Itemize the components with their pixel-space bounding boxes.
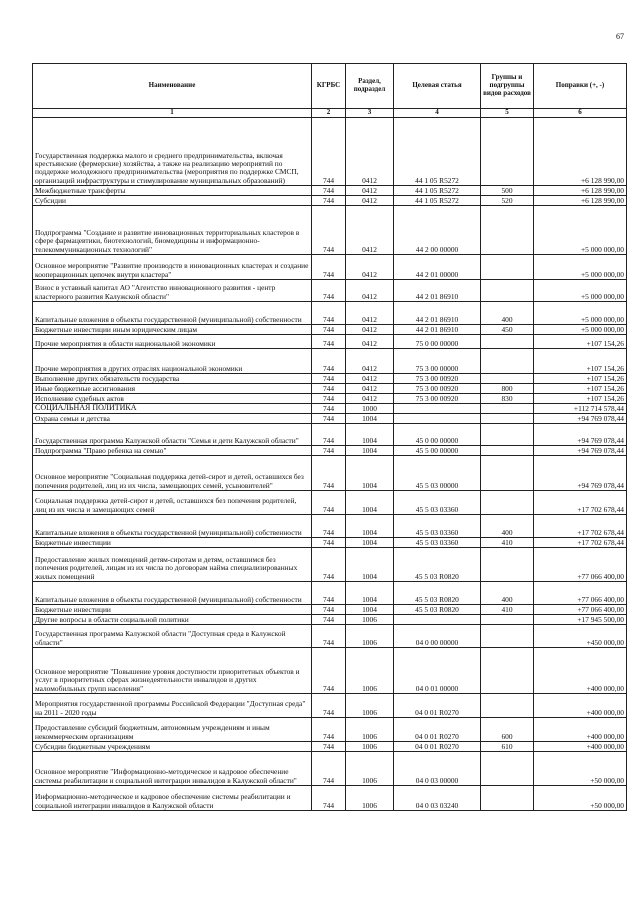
cell-name: Взнос в уставный капитал АО "Агентство инновационного развития - центр кластерного развития Калужской области" — [33, 279, 312, 301]
cell-name: Другие вопросы в области социальной политики — [33, 614, 312, 624]
cell-group: 520 — [481, 195, 534, 205]
table-row — [33, 423, 627, 445]
header-kgrbs: КГРБС — [312, 64, 346, 109]
cell-group — [481, 614, 534, 624]
cell-amount: +5 000 000,00 — [534, 324, 627, 334]
cell-kgrbs: 744 — [312, 717, 346, 741]
cell-target: 75 3 00 00920 — [394, 373, 481, 383]
cell-name: Основное мероприятие "Развитие производств в инновационных кластерах и создание кооперационных цепочек внутри кластера" — [33, 254, 312, 279]
cell-section: 1004 — [346, 455, 394, 490]
cell-section: 0412 — [346, 205, 394, 254]
cell-amount: +450 000,00 — [534, 624, 627, 647]
cell-group — [481, 254, 534, 279]
cell-section: 1004 — [346, 581, 394, 604]
table-row — [33, 537, 627, 547]
column-number-row — [33, 109, 627, 118]
table-row — [33, 254, 627, 279]
cell-group: 500 — [481, 185, 534, 195]
table-row — [33, 324, 627, 334]
cell-amount: +107 154,26 — [534, 373, 627, 383]
cell-kgrbs: 744 — [312, 393, 346, 403]
table-row — [33, 205, 627, 254]
cell-name: Бюджетные инвестиции — [33, 537, 312, 547]
cell-name: Основное мероприятие "Информационно-методическое и кадровое обеспечение системы реабилитации и социальной интеграции инвалидов в Калужской области" — [33, 751, 312, 785]
cell-amount: +400 000,00 — [534, 741, 627, 751]
table-row — [33, 514, 627, 537]
cell-kgrbs: 744 — [312, 413, 346, 423]
cell-amount: +6 128 990,00 — [534, 117, 627, 185]
cell-kgrbs: 744 — [312, 254, 346, 279]
cell-group — [481, 205, 534, 254]
cell-kgrbs: 744 — [312, 383, 346, 393]
header-section: Раздел, подраздел — [346, 64, 394, 109]
cell-target: 44 2 01 86910 — [394, 279, 481, 301]
cell-kgrbs: 744 — [312, 334, 346, 348]
cell-amount: +6 128 990,00 — [534, 195, 627, 205]
cell-amount: +5 000 000,00 — [534, 254, 627, 279]
cell-section: 0412 — [346, 195, 394, 205]
cell-amount: +77 066 400,00 — [534, 547, 627, 581]
cell-group — [481, 423, 534, 445]
cell-section: 0412 — [346, 117, 394, 185]
table-row — [33, 624, 627, 647]
cell-group — [481, 693, 534, 717]
cell-target: 04 0 01 00000 — [394, 647, 481, 693]
cell-target: 04 0 01 R0270 — [394, 717, 481, 741]
cell-kgrbs: 744 — [312, 423, 346, 445]
cell-section: 1006 — [346, 751, 394, 785]
cell-name: Государственная поддержка малого и среднего предпринимательства, включая крестьянские (фермерские) хозяйства, а также на реализацию мероприятий по поддержке молодежного предпринимательства (мероприятия по поддержке СМСП, организаций инфраструктуры и стимулирование муниципальных образований) — [33, 117, 312, 185]
cell-name: Подпрограмма "Создание и развитие инновационных территориальных кластеров в сфере фармацевтики, биотехнологий, биомедицины и информационно-телекоммуникационных технологий" — [33, 205, 312, 254]
cell-section: 1004 — [346, 537, 394, 547]
table-row — [33, 547, 627, 581]
cell-target: 04 0 01 R0270 — [394, 693, 481, 717]
column-number: 2 — [312, 109, 346, 118]
cell-kgrbs: 744 — [312, 445, 346, 455]
cell-kgrbs: 744 — [312, 547, 346, 581]
table-row — [33, 604, 627, 614]
cell-name: Государственная программа Калужской области "Доступная среда в Калужской области" — [33, 624, 312, 647]
cell-name: Прочие мероприятия в области национальной экономики — [33, 334, 312, 348]
cell-target: 44 2 00 00000 — [394, 205, 481, 254]
table-row — [33, 373, 627, 383]
cell-amount: +107 154,26 — [534, 383, 627, 393]
table-row — [33, 455, 627, 490]
cell-section: 0412 — [346, 393, 394, 403]
cell-section: 0412 — [346, 334, 394, 348]
cell-name: Предоставление жилых помещений детям-сиротам и детям, оставшимся без попечения родителей, лицам из их числа по договорам найма специализированных жилых помещений — [33, 547, 312, 581]
column-number: 5 — [481, 109, 534, 118]
cell-amount: +17 945 500,00 — [534, 614, 627, 624]
cell-amount: +94 769 078,44 — [534, 413, 627, 423]
cell-group: 400 — [481, 514, 534, 537]
cell-group: 450 — [481, 324, 534, 334]
cell-section: 1006 — [346, 624, 394, 647]
cell-amount: +17 702 678,44 — [534, 490, 627, 514]
cell-group — [481, 279, 534, 301]
cell-kgrbs: 744 — [312, 455, 346, 490]
cell-target: 44 1 05 R5272 — [394, 195, 481, 205]
cell-kgrbs: 744 — [312, 751, 346, 785]
cell-name: Бюджетные инвестиции иным юридическим лицам — [33, 324, 312, 334]
cell-kgrbs: 744 — [312, 604, 346, 614]
cell-target: 75 3 00 00000 — [394, 348, 481, 373]
table-row — [33, 185, 627, 195]
cell-kgrbs: 744 — [312, 624, 346, 647]
cell-group — [481, 413, 534, 423]
cell-group — [481, 624, 534, 647]
cell-group: 600 — [481, 717, 534, 741]
cell-name: Бюджетные инвестиции — [33, 604, 312, 614]
cell-amount: +107 154,26 — [534, 393, 627, 403]
header-amendments: Поправки (+, -) — [534, 64, 627, 109]
cell-name: СОЦИАЛЬНАЯ ПОЛИТИКА — [33, 403, 312, 413]
cell-kgrbs: 744 — [312, 324, 346, 334]
cell-kgrbs: 744 — [312, 373, 346, 383]
cell-kgrbs: 744 — [312, 741, 346, 751]
cell-name: Предоставление субсидий бюджетным, автономным учреждениям и иным некоммерческим организациям — [33, 717, 312, 741]
cell-group — [481, 455, 534, 490]
cell-kgrbs: 744 — [312, 514, 346, 537]
cell-kgrbs: 744 — [312, 117, 346, 185]
table-body — [33, 117, 627, 810]
cell-amount: +50 000,00 — [534, 751, 627, 785]
cell-target: 44 2 01 86910 — [394, 324, 481, 334]
cell-group — [481, 490, 534, 514]
cell-group: 800 — [481, 383, 534, 393]
cell-target: 04 0 03 03240 — [394, 785, 481, 810]
cell-target: 44 1 05 R5272 — [394, 185, 481, 195]
cell-section: 1006 — [346, 785, 394, 810]
cell-target: 45 5 03 03360 — [394, 537, 481, 547]
cell-target: 44 2 01 00000 — [394, 254, 481, 279]
cell-kgrbs: 744 — [312, 490, 346, 514]
cell-name: Иные бюджетные ассигнования — [33, 383, 312, 393]
cell-name: Охрана семьи и детства — [33, 413, 312, 423]
cell-section: 0412 — [346, 373, 394, 383]
cell-group — [481, 445, 534, 455]
cell-amount: +17 702 678,44 — [534, 514, 627, 537]
cell-name: Субсидии — [33, 195, 312, 205]
cell-target: 45 5 03 R0820 — [394, 604, 481, 614]
cell-section: 1004 — [346, 547, 394, 581]
cell-amount: +5 000 000,00 — [534, 301, 627, 324]
cell-name: Основное мероприятие "Повышение уровня доступности приоритетных объектов и услуг в приоритетных сферах жизнедеятельности инвалидов и других маломобильных групп населения" — [33, 647, 312, 693]
cell-amount: +400 000,00 — [534, 647, 627, 693]
cell-kgrbs: 744 — [312, 537, 346, 547]
cell-target: 75 0 00 00000 — [394, 334, 481, 348]
table-row — [33, 279, 627, 301]
table-row — [33, 647, 627, 693]
cell-target — [394, 614, 481, 624]
cell-section: 1004 — [346, 423, 394, 445]
table-row — [33, 334, 627, 348]
cell-name: Межбюджетные трансферты — [33, 185, 312, 195]
cell-group — [481, 403, 534, 413]
cell-target: 44 1 05 R5272 — [394, 117, 481, 185]
cell-section: 0412 — [346, 254, 394, 279]
cell-target: 45 5 03 R0820 — [394, 547, 481, 581]
cell-name: Капитальные вложения в объекты государственной (муниципальной) собственности — [33, 514, 312, 537]
cell-target: 45 5 03 00000 — [394, 455, 481, 490]
budget-table — [32, 63, 627, 811]
table-row — [33, 301, 627, 324]
cell-target: 04 0 00 00000 — [394, 624, 481, 647]
cell-amount: +107 154,26 — [534, 348, 627, 373]
header-name: Наименование — [33, 64, 312, 109]
cell-target: 45 5 03 03360 — [394, 514, 481, 537]
table-row — [33, 403, 627, 413]
cell-section: 1004 — [346, 445, 394, 455]
cell-section: 1000 — [346, 403, 394, 413]
cell-name: Подпрограмма "Право ребенка на семью" — [33, 445, 312, 455]
cell-amount: +94 769 078,44 — [534, 455, 627, 490]
cell-kgrbs: 744 — [312, 614, 346, 624]
cell-amount: +50 000,00 — [534, 785, 627, 810]
table-row — [33, 751, 627, 785]
cell-group — [481, 547, 534, 581]
cell-section: 1006 — [346, 693, 394, 717]
cell-section: 1004 — [346, 490, 394, 514]
cell-name: Информационно-методическое и кадровое обеспечение системы реабилитации и социальной интеграции инвалидов в Калужской области — [33, 785, 312, 810]
cell-section: 1006 — [346, 614, 394, 624]
cell-amount: +400 000,00 — [534, 717, 627, 741]
table-row — [33, 393, 627, 403]
cell-section: 1006 — [346, 741, 394, 751]
cell-amount: +94 769 078,44 — [534, 423, 627, 445]
cell-group — [481, 373, 534, 383]
table-row — [33, 117, 627, 185]
cell-group: 410 — [481, 537, 534, 547]
cell-target: 45 0 00 00000 — [394, 423, 481, 445]
table-row — [33, 413, 627, 423]
cell-amount: +107 154,26 — [534, 334, 627, 348]
cell-amount: +77 066 400,00 — [534, 604, 627, 614]
table-row — [33, 195, 627, 205]
cell-name: Выполнение других обязательств государства — [33, 373, 312, 383]
cell-kgrbs: 744 — [312, 403, 346, 413]
cell-kgrbs: 744 — [312, 279, 346, 301]
cell-target: 45 5 00 00000 — [394, 445, 481, 455]
cell-name: Социальная поддержка детей-сирот и детей, оставшихся без попечения родителей, лиц из их числа и замещающих семей — [33, 490, 312, 514]
cell-amount: +17 702 678,44 — [534, 537, 627, 547]
cell-target: 04 0 03 00000 — [394, 751, 481, 785]
cell-name: Прочие мероприятия в других отраслях национальной экономики — [33, 348, 312, 373]
cell-section: 1004 — [346, 604, 394, 614]
cell-target: 45 5 03 R0820 — [394, 581, 481, 604]
cell-group — [481, 751, 534, 785]
cell-amount: +400 000,00 — [534, 693, 627, 717]
cell-kgrbs: 744 — [312, 301, 346, 324]
header-groups: Группы и подгруппы видов расходов — [481, 64, 534, 109]
cell-section: 1004 — [346, 514, 394, 537]
cell-name: Капитальные вложения в объекты государственной (муниципальной) собственности — [33, 301, 312, 324]
cell-target — [394, 403, 481, 413]
cell-section: 1006 — [346, 647, 394, 693]
cell-amount: +6 128 990,00 — [534, 185, 627, 195]
column-number: 1 — [33, 109, 312, 118]
cell-kgrbs: 744 — [312, 195, 346, 205]
cell-target: 45 5 03 03360 — [394, 490, 481, 514]
column-number: 3 — [346, 109, 394, 118]
cell-amount: +112 714 578,44 — [534, 403, 627, 413]
cell-amount: +5 000 000,00 — [534, 279, 627, 301]
cell-target: 75 3 00 00920 — [394, 383, 481, 393]
cell-group — [481, 117, 534, 185]
cell-group: 830 — [481, 393, 534, 403]
table-header-row — [33, 64, 627, 109]
page-number: 67 — [616, 32, 624, 41]
cell-section: 0412 — [346, 185, 394, 195]
cell-target: 44 2 01 86910 — [394, 301, 481, 324]
cell-section: 1004 — [346, 413, 394, 423]
cell-amount: +77 066 400,00 — [534, 581, 627, 604]
table-row — [33, 348, 627, 373]
cell-section: 0412 — [346, 324, 394, 334]
cell-group — [481, 647, 534, 693]
cell-section: 0412 — [346, 383, 394, 393]
table-row — [33, 445, 627, 455]
column-number: 4 — [394, 109, 481, 118]
cell-group: 400 — [481, 301, 534, 324]
cell-target: 04 0 01 R0270 — [394, 741, 481, 751]
cell-kgrbs: 744 — [312, 205, 346, 254]
column-number: 6 — [534, 109, 627, 118]
table-row — [33, 490, 627, 514]
cell-name: Основное мероприятие "Социальная поддержка детей-сирот и детей, оставшихся без попечения родителей, лиц из их числа, замещающих семей, усыновителей" — [33, 455, 312, 490]
cell-kgrbs: 744 — [312, 647, 346, 693]
table-row — [33, 785, 627, 810]
cell-group: 410 — [481, 604, 534, 614]
table-row — [33, 614, 627, 624]
cell-group — [481, 785, 534, 810]
cell-kgrbs: 744 — [312, 348, 346, 373]
cell-kgrbs: 744 — [312, 185, 346, 195]
table-row — [33, 741, 627, 751]
table-row — [33, 581, 627, 604]
cell-target — [394, 413, 481, 423]
cell-kgrbs: 744 — [312, 693, 346, 717]
cell-name: Мероприятия государственной программы Российской Федерации "Доступная среда" на 2011 - 2020 годы — [33, 693, 312, 717]
cell-name: Государственная программа Калужской области "Семья и дети Калужской области" — [33, 423, 312, 445]
cell-section: 0412 — [346, 301, 394, 324]
header-target: Целевая статья — [394, 64, 481, 109]
cell-name: Исполнение судебных актов — [33, 393, 312, 403]
cell-amount: +5 000 000,00 — [534, 205, 627, 254]
cell-section: 1006 — [346, 717, 394, 741]
cell-name: Капитальные вложения в объекты государственной (муниципальной) собственности — [33, 581, 312, 604]
cell-kgrbs: 744 — [312, 785, 346, 810]
cell-kgrbs: 744 — [312, 581, 346, 604]
table-row — [33, 693, 627, 717]
cell-section: 0412 — [346, 279, 394, 301]
cell-group: 610 — [481, 741, 534, 751]
cell-target: 75 3 00 00920 — [394, 393, 481, 403]
cell-group — [481, 348, 534, 373]
cell-group: 400 — [481, 581, 534, 604]
cell-group — [481, 334, 534, 348]
cell-name: Субсидии бюджетным учреждениям — [33, 741, 312, 751]
cell-amount: +94 769 078,44 — [534, 445, 627, 455]
table-row — [33, 717, 627, 741]
table-row — [33, 383, 627, 393]
cell-section: 0412 — [346, 348, 394, 373]
